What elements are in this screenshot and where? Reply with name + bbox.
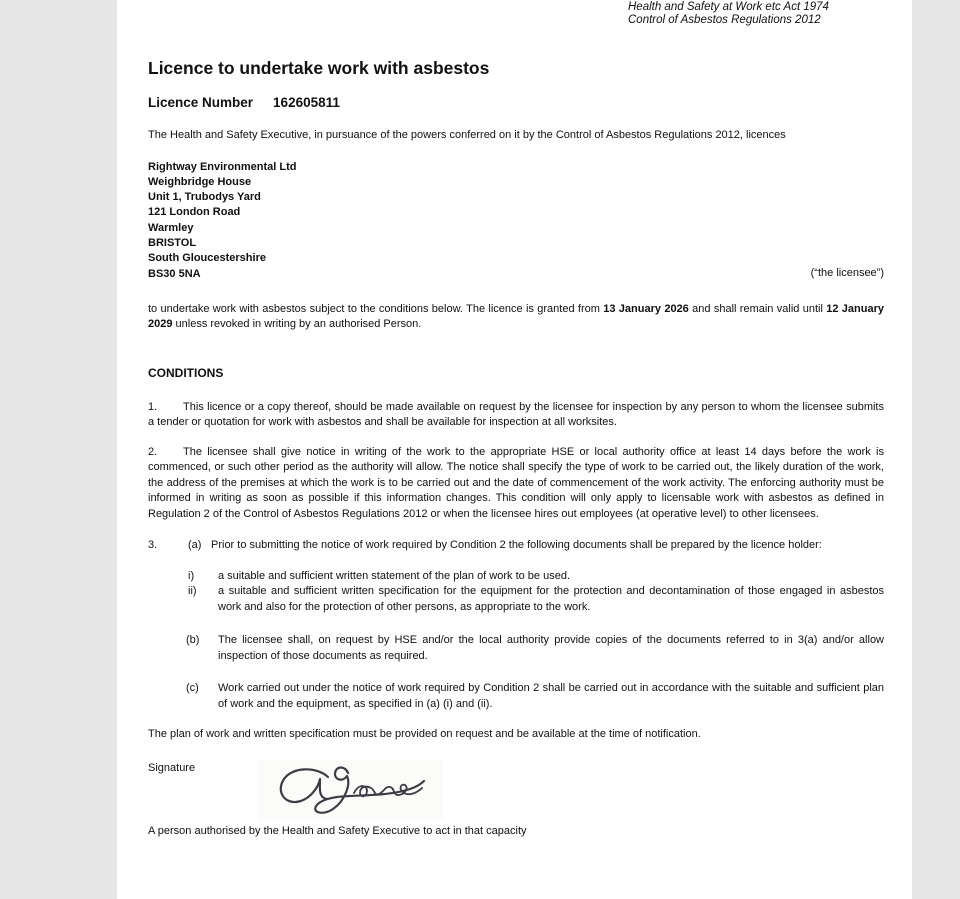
clause-c-text: Work carried out under the notice of work required by Condition 2 shall be carried out in accordance with the suitable and sufficient plan of work and the equipment, as specified in (a) (i) and (ii). xyxy=(218,682,884,710)
address-line: Warmley xyxy=(148,221,194,234)
clause-a-item-ii xyxy=(188,584,884,615)
clause-a-marker: (a) xyxy=(188,539,202,552)
clause-a-item-i xyxy=(188,569,884,585)
grant-text-after: unless revoked in writing by an authorised Person. xyxy=(172,318,422,331)
signature-handwriting-icon xyxy=(258,760,443,821)
closing-note: The plan of work and written specification must be provided on request and be available at the time of notification. xyxy=(148,728,701,741)
clause-a-i-marker: i) xyxy=(188,569,195,582)
condition-1-text: This licence or a copy thereof, should be made available on request by the licensee for inspection by any person to whom the licensee submits a tender or quotation for work with asbestos and shall be available for inspection at all worksites. xyxy=(148,400,884,429)
condition-2-number: 2. xyxy=(148,445,158,458)
address-line: BRISTOL xyxy=(148,236,197,249)
address-line: 121 London Road xyxy=(148,206,241,219)
signature-image xyxy=(258,760,443,821)
grant-end-date: 12 January 2029 xyxy=(148,302,884,331)
licensee-designation: (“the licensee”) xyxy=(810,266,884,279)
document-page xyxy=(117,0,912,899)
intro-paragraph: The Health and Safety Executive, in pursuance of the powers conferred on it by the Control of Asbestos Regulations 2012, licences xyxy=(148,129,786,141)
grant-paragraph xyxy=(148,302,884,333)
grant-start-date: 13 January 2026 xyxy=(603,302,689,315)
condition-2-text: The licensee shall give notice in writing of the work to the appropriate HSE or local authority office at least 14 days before the work is commenced, or such other period as the authority will allow. The notice shall specify the type of work to be carried out, the likely duration of the work, the address of the premises at which the work is to be carried out and the date of commencement of the work activity. The enforcing authority must be informed in writing as soon as possible if this information changes. This condition will only apply to licensable work with asbestos as defined in Regulation 2 of the Control of Asbestos Regulations 2012 or when the licensee hires out employees (at operative level) to other licensees. xyxy=(148,445,884,520)
address-line: BS30 5NA xyxy=(148,267,201,280)
page-title: Licence to undertake work with asbestos xyxy=(148,58,490,78)
conditions-heading: CONDITIONS xyxy=(148,365,224,380)
clause-b-marker: (b) xyxy=(186,634,200,647)
address-line: Weighbridge House xyxy=(148,175,252,188)
condition-3-clause-c xyxy=(186,681,884,712)
condition-2 xyxy=(148,445,884,523)
act-reference xyxy=(628,0,884,27)
act-line-1: Health and Safety at Work etc Act 1974 xyxy=(628,1,829,13)
address-line: Unit 1, Trubodys Yard xyxy=(148,191,261,204)
licence-number-label: Licence Number xyxy=(148,95,254,110)
condition-3-clause-a xyxy=(148,538,884,554)
condition-3-clause-b xyxy=(186,633,884,664)
clause-a-ii-marker: ii) xyxy=(188,585,197,598)
grant-text-before: to undertake work with asbestos subject to the conditions below. The licence is granted from xyxy=(148,302,604,315)
address-line: Rightway Environmental Ltd xyxy=(148,160,297,173)
address-line: South Gloucestershire xyxy=(148,252,266,265)
clause-a-text: Prior to submitting the notice of work required by Condition 2 the following documents shall be prepared by the licence holder: xyxy=(211,539,822,552)
authorisation-line: A person authorised by the Health and Safety Executive to act in that capacity xyxy=(148,824,527,837)
signature-label: Signature xyxy=(148,761,196,774)
clause-a-i-text: a suitable and sufficient written statement of the plan of work to be used. xyxy=(218,569,571,582)
condition-1-number: 1. xyxy=(148,400,158,413)
act-line-2: Control of Asbestos Regulations 2012 xyxy=(628,14,821,26)
clause-c-marker: (c) xyxy=(186,682,199,695)
licence-number-row xyxy=(148,95,884,111)
clause-a-sublist xyxy=(188,569,884,616)
condition-1 xyxy=(148,400,884,431)
document-content xyxy=(117,0,912,839)
clause-a-ii-text: a suitable and sufficient written specification for the equipment for the protection and decontamination of those engaged in asbestos work and also for the protection of other persons, as appropriate to the work. xyxy=(218,585,884,613)
grant-text-between: and shall remain valid until xyxy=(688,302,827,315)
signature-row xyxy=(148,760,884,821)
licensee-address-block xyxy=(148,160,884,282)
licence-number-value: 162605811 xyxy=(273,95,340,110)
condition-3-number: 3. xyxy=(148,539,158,552)
clause-b-text: The licensee shall, on request by HSE and/or the local authority provide copies of the documents referred to in 3(a) and/or allow inspection of those documents as required. xyxy=(218,634,884,662)
